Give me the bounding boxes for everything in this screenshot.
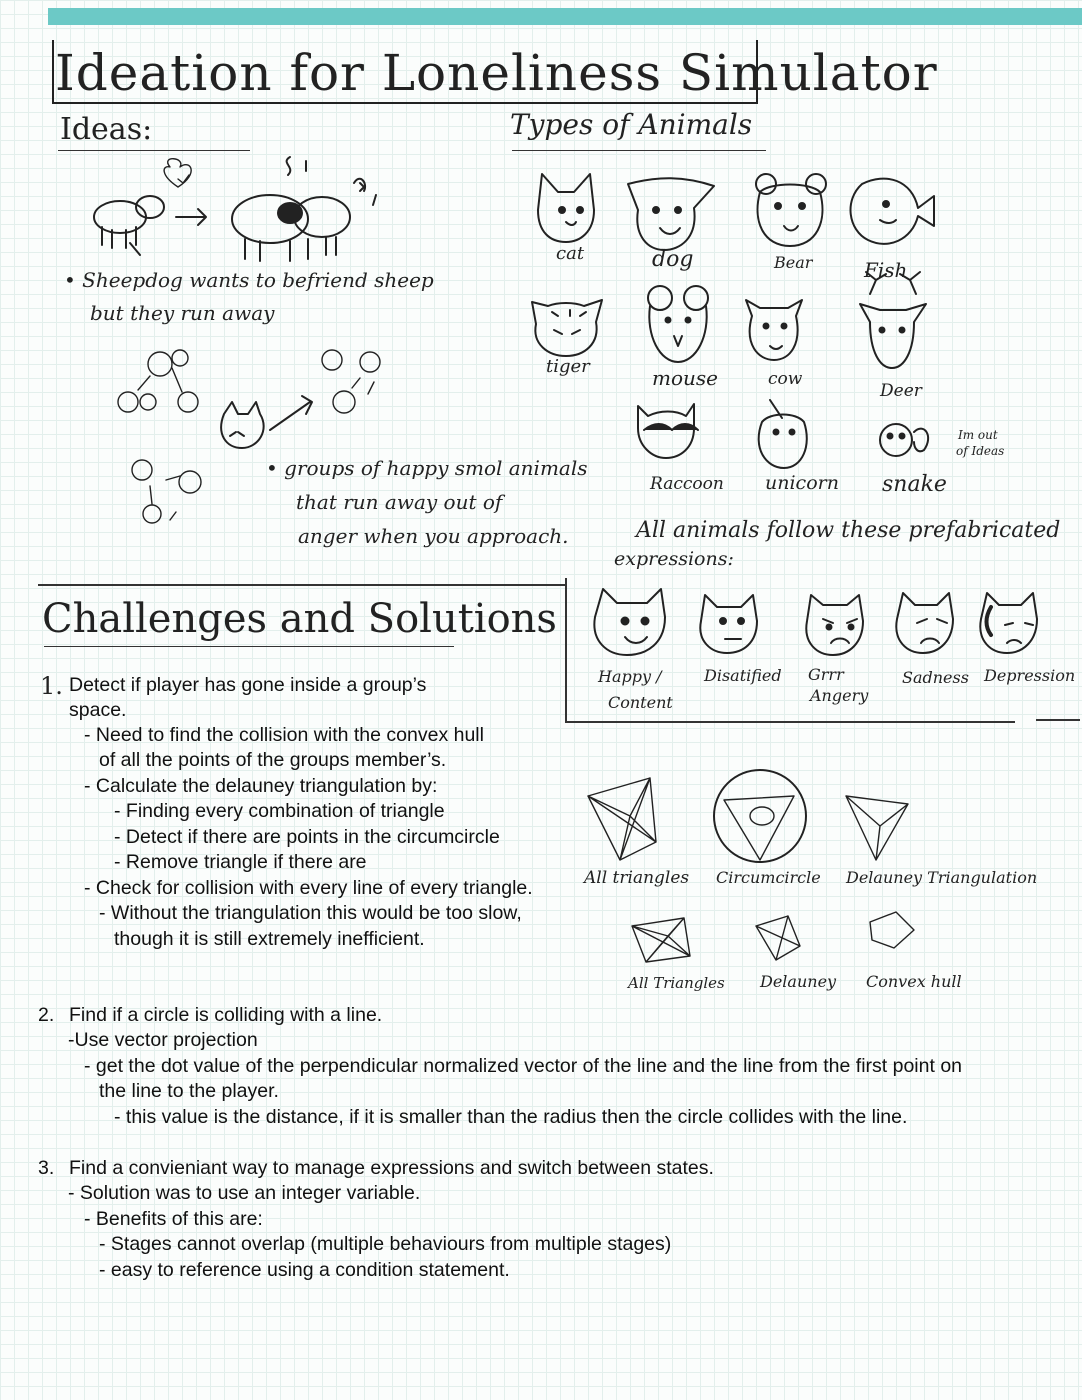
- groups-idea-line3: anger when you approach.: [298, 524, 569, 548]
- animals-heading-underline: [512, 150, 766, 151]
- expression-label-happy-line2: Content: [608, 693, 673, 712]
- challenge-1-line-8: - Remove triangle if there are: [114, 851, 367, 873]
- challenge-3-line-3: - Benefits of this are:: [84, 1208, 263, 1230]
- animal-label-snake: snake: [882, 472, 947, 497]
- challenge-1-line-2: space.: [69, 699, 127, 721]
- animal-label-deer: Deer: [880, 381, 922, 401]
- challenge-3-line-5: - easy to reference using a condition statement.: [99, 1259, 510, 1281]
- challenge-3-line-2: - Solution was to use an integer variable.: [68, 1182, 421, 1204]
- challenge-1-number: 1.: [40, 672, 63, 700]
- expression-label-dissatisfied: Disatified: [704, 666, 782, 685]
- animal-label-cat: cat: [556, 243, 585, 264]
- challenge-1-line-7: - Detect if there are points in the circumcircle: [114, 826, 500, 848]
- challenge-3-line-4: - Stages cannot overlap (multiple behaviours from multiple stages): [99, 1233, 672, 1255]
- section-divider-horizontal: [38, 584, 566, 586]
- animal-label-bear: Bear: [774, 253, 813, 272]
- challenge-1-line-5: - Calculate the delauney triangulation by:: [84, 775, 438, 797]
- sheepdog-idea-line2: but they run away: [90, 301, 275, 325]
- challenge-2-line-4: the line to the player.: [99, 1080, 279, 1102]
- triangulation-label-convex-hull: Convex hull: [866, 972, 962, 991]
- groups-idea-line2: that run away out of: [296, 490, 503, 514]
- challenges-heading: Challenges and Solutions: [42, 596, 557, 642]
- challenge-2-line-2: -Use vector projection: [68, 1029, 258, 1051]
- challenge-2-line-5: - this value is the distance, if it is smaller than the radius then the circle collides with the line.: [114, 1106, 908, 1128]
- challenge-2-number: 2.: [38, 1004, 55, 1026]
- out-of-ideas-note-line2: of Ideas: [956, 444, 1005, 458]
- animal-label-raccoon: Raccoon: [650, 474, 724, 494]
- expression-label-sadness: Sadness: [902, 668, 969, 687]
- animal-label-dog: dog: [652, 247, 694, 272]
- challenge-3-line-1: Find a convieniant way to manage expressions and switch between states.: [69, 1157, 714, 1179]
- expression-faces-sketch: [595, 585, 1055, 665]
- ideas-heading: Ideas:: [60, 112, 153, 147]
- expression-label-grrr-line2: Angery: [810, 686, 869, 705]
- challenge-1-line-4: of all the points of the groups member’s.: [99, 749, 447, 771]
- challenge-1-line-6: - Finding every combination of triangle: [114, 800, 445, 822]
- out-of-ideas-note-line1: Im out: [958, 428, 998, 442]
- triangulation-label-all-triangles-2: All Triangles: [628, 974, 725, 992]
- expressions-box-arrow-line: [1036, 719, 1080, 721]
- expressions-box-bottom-line: [565, 721, 1015, 723]
- expression-label-happy-line1: Happy /: [598, 667, 662, 686]
- expression-label-depression: Depression: [984, 666, 1076, 685]
- sheepdog-idea-line1: • Sheepdog wants to befriend sheep: [64, 268, 434, 292]
- page-title: Ideation for Loneliness Simulator: [55, 44, 938, 102]
- challenge-3-number: 3.: [38, 1157, 55, 1179]
- triangulation-label-circumcircle: Circumcircle: [716, 868, 821, 887]
- animal-label-fish: Fish: [864, 258, 908, 282]
- challenges-heading-underline: [44, 646, 454, 647]
- challenge-1-line-9: - Check for collision with every line of every triangle.: [84, 877, 533, 899]
- sheepdog-sheep-sketch: [90, 155, 390, 265]
- animal-faces-sketch: [530, 170, 950, 480]
- triangulation-label-delauney: Delauney: [760, 972, 837, 991]
- triangulation-label-delauney-triangulation: Delauney Triangulation: [846, 868, 1038, 887]
- challenge-2-line-3: - get the dot value of the perpendicular normalized vector of the line and the line from the first point on: [84, 1055, 963, 1077]
- header-color-bar: [48, 8, 1082, 25]
- section-divider-vertical: [565, 578, 567, 722]
- triangulation-label-all-triangles: All triangles: [584, 868, 690, 888]
- animal-label-cow: cow: [768, 369, 803, 389]
- groups-idea-line1: • groups of happy smol animals: [266, 456, 588, 480]
- challenge-1-line-10: - Without the triangulation this would be too slow,: [99, 902, 522, 924]
- animal-label-tiger: tiger: [546, 356, 590, 377]
- animal-label-mouse: mouse: [652, 366, 718, 390]
- animal-label-unicorn: unicorn: [765, 472, 839, 494]
- challenge-1-line-3: - Need to find the collision with the convex hull: [84, 724, 484, 746]
- expressions-heading-line1: All animals follow these prefabricated: [636, 518, 1061, 543]
- expression-label-grrr-line1: Grrr: [808, 665, 844, 684]
- challenge-2-line-1: Find if a circle is colliding with a line.: [69, 1004, 383, 1026]
- challenge-1-line-11: though it is still extremely inefficient.: [114, 928, 425, 950]
- ideas-heading-underline: [58, 150, 250, 151]
- challenge-1-line-1: Detect if player has gone inside a group’s: [69, 674, 427, 696]
- expressions-heading-line2: expressions:: [614, 548, 734, 570]
- animals-heading: Types of Animals: [510, 108, 753, 141]
